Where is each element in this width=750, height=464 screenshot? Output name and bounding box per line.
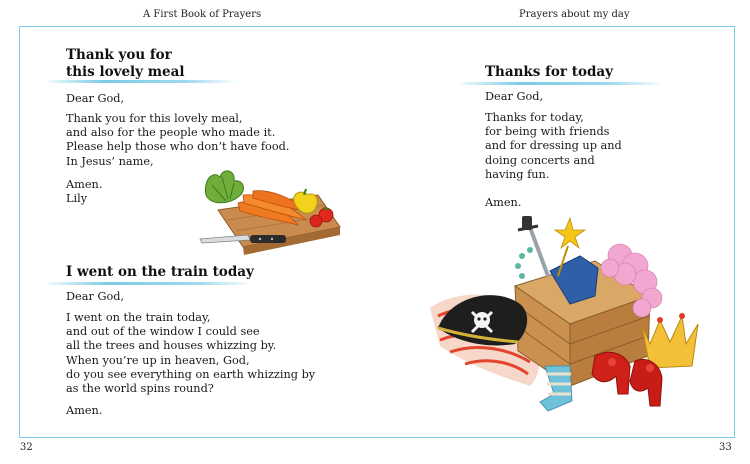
today-prayer-body (485, 111, 622, 182)
train-greeting: Dear God, (66, 290, 125, 303)
running-header-left: A First Book of Prayers (143, 9, 262, 20)
meal-line-1: Thank you for this lovely meal, (66, 112, 243, 125)
today-line-2: for being with friends (485, 125, 610, 139)
train-line-2: and out of the window I could see (66, 325, 260, 339)
train-line-3: all the trees and houses whizzing by. (66, 339, 277, 353)
page-number-right: 33 (719, 442, 732, 453)
meal-title-line-2: this lovely meal (66, 64, 185, 80)
meal-closing (66, 178, 102, 206)
page-number-left: 32 (20, 442, 33, 453)
meal-title-underline (48, 80, 233, 83)
today-greeting: Dear God, (485, 90, 544, 103)
dress-up-box-illustration (420, 216, 720, 416)
running-header-right: Prayers about my day (519, 9, 630, 20)
train-title-underline (48, 282, 248, 285)
meal-prayer-body (66, 112, 289, 169)
train-prayer-title: I went on the train today (66, 264, 254, 280)
meal-amen: Amen. (66, 178, 103, 191)
today-prayer-title: Thanks for today (485, 64, 613, 80)
meal-title-line-1: Thank you for (66, 47, 172, 63)
today-amen: Amen. (485, 196, 522, 209)
train-line-5: do you see everything on earth whizzing by (66, 367, 316, 381)
vegetables-board-illustration (198, 165, 348, 260)
train-line-6: as the world spins round? (66, 382, 214, 396)
train-line-4: When you’re up in heaven, God, (66, 353, 250, 367)
meal-line-2: and also for the people who made it. (66, 126, 276, 140)
train-amen: Amen. (66, 404, 103, 417)
train-line-1: I went on the train today, (66, 311, 211, 324)
today-line-4: doing concerts and (485, 153, 595, 167)
today-line-3: and for dressing up and (485, 139, 622, 153)
train-prayer-body (66, 311, 315, 396)
today-title-underline (460, 82, 660, 85)
meal-signature: Lily (66, 192, 88, 206)
meal-greeting: Dear God, (66, 92, 125, 105)
meal-line-3: Please help those who don’t have food. (66, 140, 290, 154)
today-line-5: having fun. (485, 167, 550, 181)
meal-prayer-title (66, 47, 184, 81)
meal-line-4: In Jesus’ name, (66, 154, 154, 168)
today-line-1: Thanks for today, (485, 111, 584, 124)
